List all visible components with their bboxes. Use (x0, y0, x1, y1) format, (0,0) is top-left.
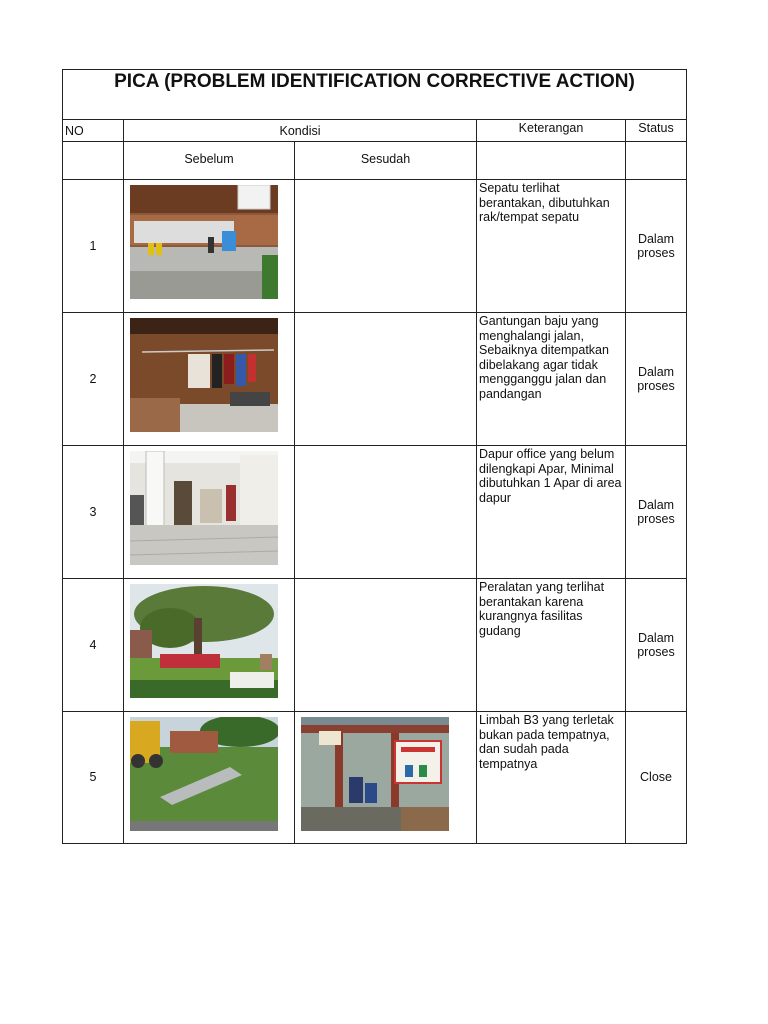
row-4-before-photo (130, 584, 278, 698)
row-1-status: Dalam proses (625, 179, 687, 313)
row-3-sebelum (123, 445, 295, 579)
row-2-status: Dalam proses (625, 312, 687, 446)
row-3-sesudah (294, 445, 477, 579)
row-4-keterangan: Peralatan yang terlihat berantakan karena kurangnya fasilitas gudang (476, 578, 626, 712)
row-1-keterangan: Sepatu terlihat berantakan, dibutuhkan rak/tempat sepatu (476, 179, 626, 313)
row-2-sebelum (123, 312, 295, 446)
row-3-status: Dalam proses (625, 445, 687, 579)
row-2-no: 2 (62, 312, 124, 446)
row-5-after-photo (301, 717, 449, 831)
pica-table (62, 69, 687, 844)
header-status-blank (625, 141, 687, 180)
header-no: NO (62, 119, 124, 142)
row-5-sesudah (294, 711, 477, 844)
row-5-status: Close (625, 711, 687, 844)
header-kondisi: Kondisi (123, 119, 477, 142)
header-keterangan: Keterangan (476, 119, 626, 142)
header-status: Status (625, 119, 687, 142)
row-3-before-photo (130, 451, 278, 565)
row-1-sebelum (123, 179, 295, 313)
row-4-status: Dalam proses (625, 578, 687, 712)
row-5-keterangan: Limbah B3 yang terletak bukan pada tempatnya, dan sudah pada tempatnya (476, 711, 626, 844)
header-sebelum: Sebelum (123, 141, 295, 180)
header-sesudah: Sesudah (294, 141, 477, 180)
header-no-blank (62, 141, 124, 180)
row-1-sesudah (294, 179, 477, 313)
row-3-keterangan: Dapur office yang belum dilengkapi Apar, Minimal dibutuhkan 1 Apar di area dapur (476, 445, 626, 579)
row-5-sebelum (123, 711, 295, 844)
row-1-before-photo (130, 185, 278, 299)
row-4-sesudah (294, 578, 477, 712)
page-title: PICA (PROBLEM IDENTIFICATION CORRECTIVE ACTION) (62, 69, 687, 120)
row-1-no: 1 (62, 179, 124, 313)
row-2-sesudah (294, 312, 477, 446)
header-keterangan-blank (476, 141, 626, 180)
row-4-no: 4 (62, 578, 124, 712)
row-4-sebelum (123, 578, 295, 712)
row-3-no: 3 (62, 445, 124, 579)
row-2-keterangan: Gantungan baju yang menghalangi jalan, Sebaiknya ditempatkan dibelakang agar tidak mengganggu jalan dan pandangan (476, 312, 626, 446)
row-5-before-photo (130, 717, 278, 831)
row-5-no: 5 (62, 711, 124, 844)
row-2-before-photo (130, 318, 278, 432)
